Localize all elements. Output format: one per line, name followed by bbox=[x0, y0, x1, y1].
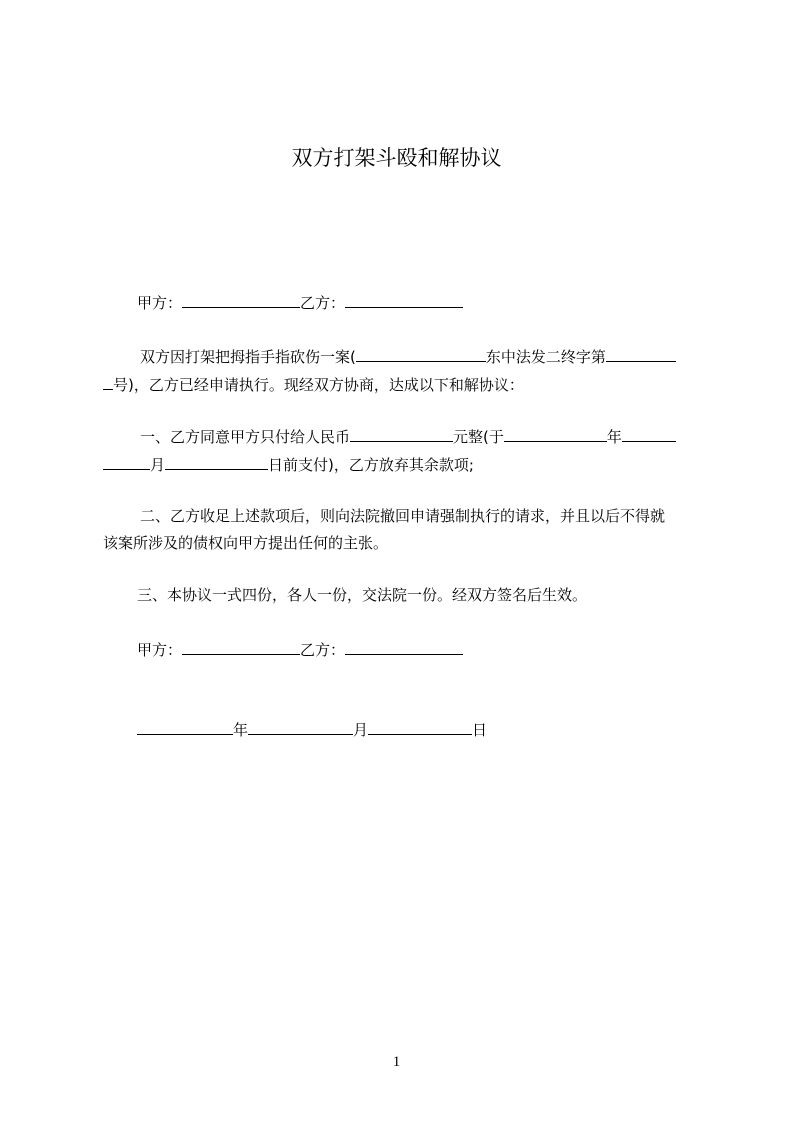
month-blank-cont bbox=[103, 454, 150, 470]
party-b-blank bbox=[345, 292, 463, 308]
clause-3: 三、本协议一式四份，各人一份，交法院一份。经双方签名后生效。 bbox=[137, 586, 588, 604]
sign-party-b-label: 乙方： bbox=[300, 641, 346, 659]
date-month-blank bbox=[248, 719, 353, 735]
signature-line bbox=[103, 639, 737, 660]
clause-2-line-2: 该案所涉及的债权向甲方提出任何的主张。 bbox=[103, 534, 389, 552]
case-paragraph-line-2: 号)，乙方已经申请执行。现经双方协商，达成以下和解协议： bbox=[103, 374, 703, 395]
party-b-label: 乙方： bbox=[300, 294, 346, 312]
party-a-label: 甲方： bbox=[137, 294, 183, 312]
sign-party-a-blank bbox=[182, 639, 300, 655]
case-number-blank-cont bbox=[103, 374, 113, 390]
date-line: 年 月 日 bbox=[103, 719, 737, 740]
day-blank bbox=[165, 454, 268, 470]
sign-party-b-blank bbox=[345, 639, 463, 655]
party-line bbox=[103, 292, 737, 313]
clause-1-line-2: 月 日前支付)，乙方放弃其余款项; bbox=[103, 454, 703, 475]
document-title: 双方打架斗殴和解协议 bbox=[291, 146, 502, 170]
clause-1-line-1: 一、乙方同意甲方只付给人民币 元整(于 年 bbox=[103, 426, 740, 447]
date-year-blank bbox=[137, 719, 233, 735]
case-paragraph-line-1: 双方因打架把拇指手指砍伤一案( 东中法发二终字第 bbox=[103, 346, 740, 367]
month-blank bbox=[622, 426, 676, 442]
party-a-blank bbox=[182, 292, 300, 308]
page-number: 1 bbox=[392, 1054, 401, 1070]
amount-blank bbox=[350, 426, 453, 442]
case-blank bbox=[356, 346, 486, 362]
sign-party-a-label: 甲方： bbox=[137, 641, 183, 659]
clause-2-line-1: 二、乙方收足上述款项后，则向法院撤回申请强制执行的请求，并且以后不得就 bbox=[140, 507, 666, 525]
year-blank bbox=[504, 426, 607, 442]
date-day-blank bbox=[368, 719, 472, 735]
case-number-blank bbox=[606, 346, 676, 362]
